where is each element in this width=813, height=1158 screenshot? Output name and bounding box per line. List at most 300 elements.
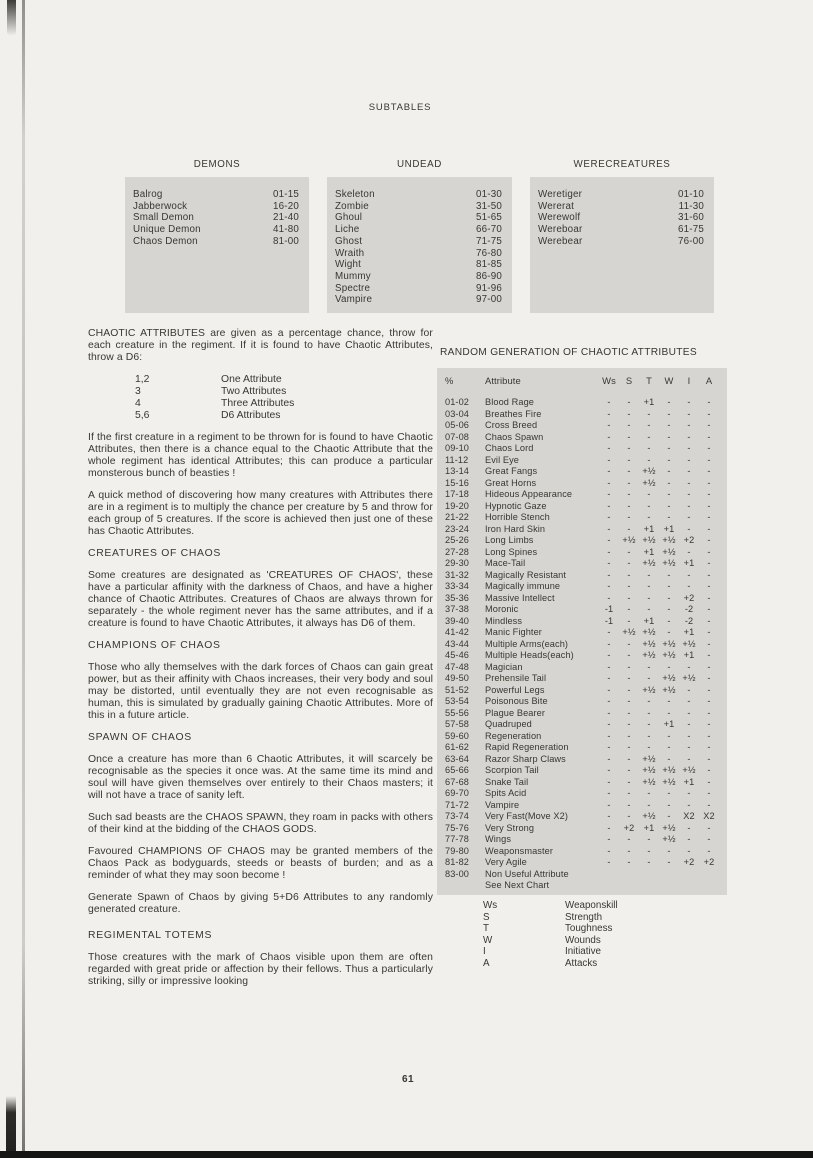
stat-modifier: - xyxy=(707,420,711,430)
stat-modifier: - xyxy=(627,581,631,591)
attribute-name: Hideous Appearance xyxy=(485,489,573,499)
attribute-name: Moronic xyxy=(485,604,519,614)
stat-modifier: - xyxy=(687,719,691,729)
paragraph: Those creatures with the mark of Chaos visible upon them are often regarded with great pride or affection by their fellows. Thus a particularly striking, silly or impressive looking xyxy=(88,952,433,987)
column-header: Ws xyxy=(602,375,616,386)
dice-range: 29-30 xyxy=(445,558,469,568)
stat-modifier: - xyxy=(667,489,671,499)
dice-range: 75-76 xyxy=(445,822,469,833)
dice-range: 57-58 xyxy=(445,719,469,729)
stat-modifier: - xyxy=(647,661,651,672)
stat-modifier: - xyxy=(607,857,611,867)
column-header: % xyxy=(445,375,454,386)
paragraph: Those who ally themselves with the dark forces of Chaos can gain great power, but as their affinity with Chaos increases, their very body and soul may be distorted, until eventually they are not even recognisable as human, this is simulated by gradually gaining Chaotic Attributes. More of this in a future article. xyxy=(88,662,433,721)
stat-modifier xyxy=(659,869,679,881)
table-row xyxy=(445,742,719,754)
table-row xyxy=(445,604,719,616)
stat-modifier: - xyxy=(667,742,671,752)
stat-modifier: +½ xyxy=(662,834,676,844)
stat-modifier: - xyxy=(687,799,691,810)
attribute-name: Blood Rage xyxy=(485,397,535,407)
stat-modifier: +½ xyxy=(682,765,696,775)
stat-modifier: - xyxy=(627,661,631,672)
dice-range: 07-08 xyxy=(445,431,469,442)
table-row xyxy=(445,719,719,731)
stat-key: T xyxy=(483,923,489,935)
stat-modifier: - xyxy=(667,512,671,522)
stat-modifier: - xyxy=(647,857,651,867)
table-row xyxy=(335,212,502,224)
stat-modifier: - xyxy=(627,512,631,522)
table-row xyxy=(445,788,719,800)
stat-modifier: - xyxy=(707,397,711,407)
table-row xyxy=(445,420,719,432)
dice-range: 81-00 xyxy=(272,235,299,247)
table-row xyxy=(445,466,719,478)
table-row xyxy=(445,547,719,559)
attribute-name: Prehensile Tail xyxy=(485,673,547,683)
stat-modifier: - xyxy=(607,799,611,810)
table-row xyxy=(445,558,719,570)
subtable-werecreatures xyxy=(530,177,714,313)
stat-modifier: +½ xyxy=(662,638,676,649)
d6-roll: 4 xyxy=(135,398,141,409)
table-row xyxy=(445,696,719,708)
stat-modifier: - xyxy=(667,397,671,407)
table-row xyxy=(445,593,719,605)
table-row xyxy=(133,236,299,248)
stat-modifier: - xyxy=(627,523,631,534)
stat-modifier: - xyxy=(607,523,611,534)
stat-modifier: - xyxy=(707,776,711,787)
attribute-name: Weaponsmaster xyxy=(485,845,554,856)
stat-modifier: - xyxy=(627,788,631,798)
attribute-name: Magician xyxy=(485,661,523,672)
stat-modifier: - xyxy=(707,788,711,798)
dice-range: 76-80 xyxy=(475,247,502,259)
dice-range: 41-80 xyxy=(272,224,299,236)
stat-modifier: - xyxy=(687,788,691,798)
dice-range: 11-30 xyxy=(678,200,704,212)
stat-modifier: - xyxy=(647,581,651,591)
stat-modifier: - xyxy=(627,707,631,718)
stat-modifier: - xyxy=(687,523,691,534)
dice-range: 31-32 xyxy=(445,569,469,580)
dice-range: 05-06 xyxy=(445,420,469,430)
stat-modifier: - xyxy=(627,857,631,867)
attribute-name: Very Strong xyxy=(485,822,535,833)
section-heading: SPAWN OF CHAOS xyxy=(88,732,192,743)
dice-range xyxy=(445,880,485,892)
dice-range: 49-50 xyxy=(445,673,469,683)
stat-modifier: - xyxy=(607,834,611,844)
stat-modifier: - xyxy=(627,558,631,568)
section-heading: CHAMPIONS OF CHAOS xyxy=(88,640,221,651)
table-row xyxy=(538,212,704,224)
table-row xyxy=(445,880,719,892)
table-row xyxy=(445,708,719,720)
creature-name: Wraith xyxy=(335,247,365,259)
table-row xyxy=(445,524,719,536)
attribute-name: Great Horns xyxy=(485,477,537,488)
table-row xyxy=(445,685,719,697)
stat-modifier: - xyxy=(707,707,711,718)
table-row xyxy=(445,616,719,628)
stat-label: Attacks xyxy=(565,957,598,969)
stat-modifier: - xyxy=(707,742,711,752)
table-row xyxy=(445,627,719,639)
stat-modifier: - xyxy=(627,673,631,683)
dice-range: 91-96 xyxy=(475,282,502,294)
stat-modifier: - xyxy=(607,719,611,729)
table-row xyxy=(445,443,719,455)
table-row xyxy=(88,386,433,398)
stat-modifier: +1 xyxy=(643,822,655,833)
stat-modifier: - xyxy=(647,512,651,522)
attribute-name: Magically Resistant xyxy=(485,569,567,580)
stat-modifier: - xyxy=(627,696,631,706)
attribute-name: Chaos Spawn xyxy=(485,431,544,442)
stat-label: Strength xyxy=(565,911,603,923)
table-row xyxy=(445,432,719,444)
stat-modifier: - xyxy=(627,615,631,626)
stat-modifier: X2 xyxy=(683,811,695,821)
stat-modifier: - xyxy=(607,546,611,557)
attribute-name: Poisonous Bite xyxy=(485,696,548,706)
table-row xyxy=(445,535,719,547)
stat-modifier: +½ xyxy=(662,673,676,683)
stat-modifier: +½ xyxy=(642,650,656,660)
stat-modifier: +1 xyxy=(663,523,675,534)
stat-modifier: - xyxy=(607,650,611,660)
stat-modifier: - xyxy=(707,523,711,534)
paragraph: A quick method of discovering how many creatures with Attributes there are in a regiment is to multiply the chance per creature by 5 and throw for each group of 5 creatures. If the score is achieved then just one of these has Chaotic Attributes. xyxy=(88,490,433,537)
stat-modifier: - xyxy=(607,489,611,499)
stat-modifier: - xyxy=(687,742,691,752)
attribute-name: Iron Hard Skin xyxy=(485,523,546,534)
stat-modifier: - xyxy=(687,707,691,718)
dice-range: 69-70 xyxy=(445,788,469,798)
stat-label: Initiative xyxy=(565,946,601,958)
creature-name: Wererat xyxy=(538,200,575,212)
dice-range: 65-66 xyxy=(445,765,469,775)
stat-modifier: - xyxy=(707,569,711,580)
stat-modifier: - xyxy=(667,431,671,442)
dice-range: 71-75 xyxy=(475,235,502,247)
table-row xyxy=(445,501,719,513)
stat-modifier: - xyxy=(687,489,691,499)
table-row xyxy=(445,512,719,524)
scan-artifact-bottom xyxy=(6,1096,16,1151)
table-row xyxy=(445,478,719,490)
stat-modifier: - xyxy=(687,684,691,695)
stat-modifier: - xyxy=(687,822,691,833)
stat-modifier: - xyxy=(647,408,651,419)
stat-modifier: - xyxy=(607,776,611,787)
stat-modifier: - xyxy=(627,408,631,419)
stat-modifier: - xyxy=(687,569,691,580)
attribute-name: Spits Acid xyxy=(485,788,527,798)
stat-modifier: - xyxy=(707,845,711,856)
stat-modifier: - xyxy=(667,811,671,821)
stat-modifier: - xyxy=(607,811,611,821)
legend-row xyxy=(483,958,618,970)
stat-modifier: - xyxy=(687,581,691,591)
stat-modifier: - xyxy=(647,569,651,580)
attribute-name: Snake Tail xyxy=(485,776,529,787)
stat-modifier: - xyxy=(687,661,691,672)
stat-modifier: - xyxy=(707,443,711,453)
creature-name: Balrog xyxy=(133,189,163,200)
stat-modifier: +2 xyxy=(683,592,695,603)
stat-modifier: - xyxy=(627,592,631,603)
table-row xyxy=(445,846,719,858)
stat-modifier: - xyxy=(667,477,671,488)
dice-range: 01-10 xyxy=(677,189,704,200)
stat-modifier: - xyxy=(667,799,671,810)
stat-modifier: - xyxy=(707,822,711,833)
stat-modifier: - xyxy=(627,650,631,660)
stat-modifier: +½ xyxy=(642,811,656,821)
paragraph: If the first creature in a regiment to be thrown for is found to have Chaotic Attributes, then there is a chance equal to the Chaotic Attribute that the whole regiment has identical Attributes; this can produce a particular monsterous bunch of beasties ! xyxy=(88,432,433,479)
paragraph: Favoured CHAMPIONS OF CHAOS may be granted members of the Chaos Pack as bodyguards, steeds or beasts of burden; and as a reminder of what they may soon become ! xyxy=(88,846,433,881)
creature-name: Wight xyxy=(335,259,362,271)
creature-name: Skeleton xyxy=(335,189,375,200)
stat-modifier: - xyxy=(627,500,631,511)
creature-name: Ghoul xyxy=(335,212,363,224)
d6-result: One Attribute xyxy=(221,374,282,385)
dice-range: 47-48 xyxy=(445,661,469,672)
stat-modifier: - xyxy=(647,592,651,603)
table-row xyxy=(133,201,299,213)
creature-name: Jabberwock xyxy=(133,200,188,212)
stat-modifier: - xyxy=(607,477,611,488)
stat-modifier: - xyxy=(647,707,651,718)
attribute-name: Very Fast(Move X2) xyxy=(485,811,568,821)
stat-label: Weaponskill xyxy=(565,900,618,911)
section-heading: CREATURES OF CHAOS xyxy=(88,548,222,559)
dice-range: 83-00 xyxy=(445,868,469,879)
attribute-name: Long Spines xyxy=(485,546,538,557)
stat-modifier: - xyxy=(667,569,671,580)
stat-modifier: - xyxy=(627,569,631,580)
stat-modifier: - xyxy=(607,408,611,419)
stat-modifier: - xyxy=(687,454,691,465)
dice-range: 59-60 xyxy=(445,730,469,741)
stat-modifier: - xyxy=(607,696,611,706)
table-row xyxy=(335,201,502,213)
stat-modifier: +½ xyxy=(682,673,696,683)
stat-modifier: +1 xyxy=(643,523,655,534)
stat-modifier: +½ xyxy=(622,535,636,545)
stat-modifier: +½ xyxy=(682,638,696,649)
stat-modifier: - xyxy=(687,397,691,407)
stat-modifier: - xyxy=(707,477,711,488)
table-row xyxy=(445,857,719,869)
attribute-name: See Next Chart xyxy=(485,880,550,890)
stat-modifier: - xyxy=(667,788,671,798)
attribute-name: Razor Sharp Claws xyxy=(485,753,566,764)
d6-result: Two Attributes xyxy=(221,386,287,397)
table-row xyxy=(445,869,719,881)
stat-modifier: - xyxy=(607,684,611,695)
stat-modifier: -1 xyxy=(604,604,614,614)
stat-modifier: +1 xyxy=(683,627,695,637)
stat-modifier: - xyxy=(647,604,651,614)
stat-modifier: - xyxy=(707,719,711,729)
attribute-name: Vampire xyxy=(485,799,520,810)
creature-name: Unique Demon xyxy=(133,224,201,236)
stat-modifier: +½ xyxy=(642,684,656,695)
stat-modifier: - xyxy=(647,696,651,706)
stat-modifier: - xyxy=(627,477,631,488)
stat-modifier: - xyxy=(627,466,631,476)
attribute-name: Powerful Legs xyxy=(485,684,545,695)
stat-modifier: +½ xyxy=(642,627,656,637)
stat-modifier: - xyxy=(707,546,711,557)
attribute-name: Horrible Stench xyxy=(485,512,550,522)
table-row xyxy=(445,777,719,789)
stat-modifier: - xyxy=(607,420,611,430)
stat-modifier: - xyxy=(647,742,651,752)
paragraph: Generate Spawn of Chaos by giving 5+D6 Attributes to any randomly generated creature. xyxy=(88,892,433,915)
stat-modifier: - xyxy=(707,558,711,568)
stat-modifier: - xyxy=(627,834,631,844)
table-row xyxy=(133,212,299,224)
stat-modifier: - xyxy=(707,592,711,603)
stat-modifier: - xyxy=(667,615,671,626)
attribute-name: Massive Intellect xyxy=(485,592,555,603)
stat-modifier: - xyxy=(667,443,671,453)
stat-modifier: - xyxy=(607,673,611,683)
stat-modifier: - xyxy=(667,466,671,476)
stat-modifier: - xyxy=(667,845,671,856)
stat-modifier: - xyxy=(627,799,631,810)
attribute-name: Breathes Fire xyxy=(485,408,542,419)
stat-modifier: - xyxy=(667,707,671,718)
attribute-name: Cross Breed xyxy=(485,420,538,430)
stat-modifier: - xyxy=(627,765,631,775)
table-row xyxy=(133,189,299,201)
table-row xyxy=(445,800,719,812)
column-header: W xyxy=(664,375,674,386)
attributes-table xyxy=(437,368,727,895)
stat-modifier: - xyxy=(627,546,631,557)
dice-range: 73-74 xyxy=(445,811,469,821)
stat-modifier xyxy=(679,880,699,892)
table-row xyxy=(445,650,719,662)
dice-range: 27-28 xyxy=(445,546,469,557)
stat-modifier: - xyxy=(647,431,651,442)
attribute-name: Non Useful Attribute xyxy=(485,868,569,879)
table-row xyxy=(445,409,719,421)
d6-roll: 5,6 xyxy=(135,410,150,421)
stat-modifier: - xyxy=(707,696,711,706)
dice-range: 51-52 xyxy=(445,684,469,695)
table-row xyxy=(538,236,704,248)
table-row xyxy=(538,224,704,236)
stat-modifier: - xyxy=(647,420,651,430)
stat-modifier: +½ xyxy=(662,535,676,545)
attribute-name: Long Limbs xyxy=(485,535,534,545)
stat-modifier: - xyxy=(607,845,611,856)
dice-range: 37-38 xyxy=(445,604,469,614)
stat-modifier: - xyxy=(707,581,711,591)
stat-modifier: +2 xyxy=(703,857,715,867)
table-row xyxy=(445,823,719,835)
d6-roll: 3 xyxy=(135,386,141,397)
stat-modifier: - xyxy=(707,615,711,626)
dice-range: 45-46 xyxy=(445,650,469,660)
paragraph: Once a creature has more than 6 Chaotic Attributes, it will scarcely be recognisable as the species it once was. At the same time its mind and soul will have given themselves over entirely to their Chaos masters; it will not have a trace of sanity left. xyxy=(88,754,433,801)
stat-modifier: - xyxy=(647,673,651,683)
table-row xyxy=(538,201,704,213)
creature-name: Zombie xyxy=(335,200,369,212)
stat-modifier: - xyxy=(667,592,671,603)
stat-key: I xyxy=(483,946,486,958)
attribute-name: Great Fangs xyxy=(485,466,538,476)
stat-modifier: - xyxy=(707,661,711,672)
stat-modifier: - xyxy=(707,604,711,614)
attribute-name: Hypnotic Gaze xyxy=(485,500,547,511)
attribute-name: Mindless xyxy=(485,615,523,626)
stat-modifier: +½ xyxy=(642,638,656,649)
dice-range: 39-40 xyxy=(445,615,469,626)
attribute-name: Very Agile xyxy=(485,857,527,867)
stat-modifier: - xyxy=(707,431,711,442)
stat-modifier: - xyxy=(707,500,711,511)
attribute-name: Quadruped xyxy=(485,719,532,729)
stat-modifier: +½ xyxy=(642,776,656,787)
table-row xyxy=(335,283,502,295)
stat-modifier: - xyxy=(607,466,611,476)
stat-modifier: - xyxy=(667,730,671,741)
stat-modifier: - xyxy=(607,512,611,522)
legend-row xyxy=(483,946,618,958)
column-header: S xyxy=(625,375,633,386)
table-row xyxy=(445,673,719,685)
subtable-undead xyxy=(327,177,512,313)
dice-range: 61-62 xyxy=(445,742,469,752)
stat-modifier: - xyxy=(627,638,631,649)
stat-modifier: - xyxy=(607,753,611,764)
stat-modifier: +½ xyxy=(642,558,656,568)
attribute-name: Regeneration xyxy=(485,730,542,741)
creature-name: Vampire xyxy=(335,294,373,306)
stat-modifier: +½ xyxy=(642,477,656,488)
dice-range: 86-90 xyxy=(475,270,502,282)
stat-modifier: - xyxy=(707,454,711,465)
stat-modifier: - xyxy=(707,673,711,683)
creature-name: Liche xyxy=(335,224,360,236)
stat-modifier: - xyxy=(687,834,691,844)
table-row xyxy=(335,236,502,248)
stat-modifier xyxy=(599,869,619,881)
stat-modifier: - xyxy=(607,569,611,580)
stat-modifier: - xyxy=(647,845,651,856)
stat-modifier: - xyxy=(687,730,691,741)
table-row xyxy=(335,294,502,306)
stat-modifier xyxy=(599,880,619,892)
stat-key: W xyxy=(483,934,493,946)
table-row xyxy=(335,259,502,271)
table-row xyxy=(445,811,719,823)
dice-range: 11-12 xyxy=(445,454,469,465)
subtable-title-werecreatures: WERECREATURES xyxy=(573,159,671,170)
table-row xyxy=(335,271,502,283)
dice-range: 15-16 xyxy=(445,477,469,488)
stat-modifier: - xyxy=(627,420,631,430)
